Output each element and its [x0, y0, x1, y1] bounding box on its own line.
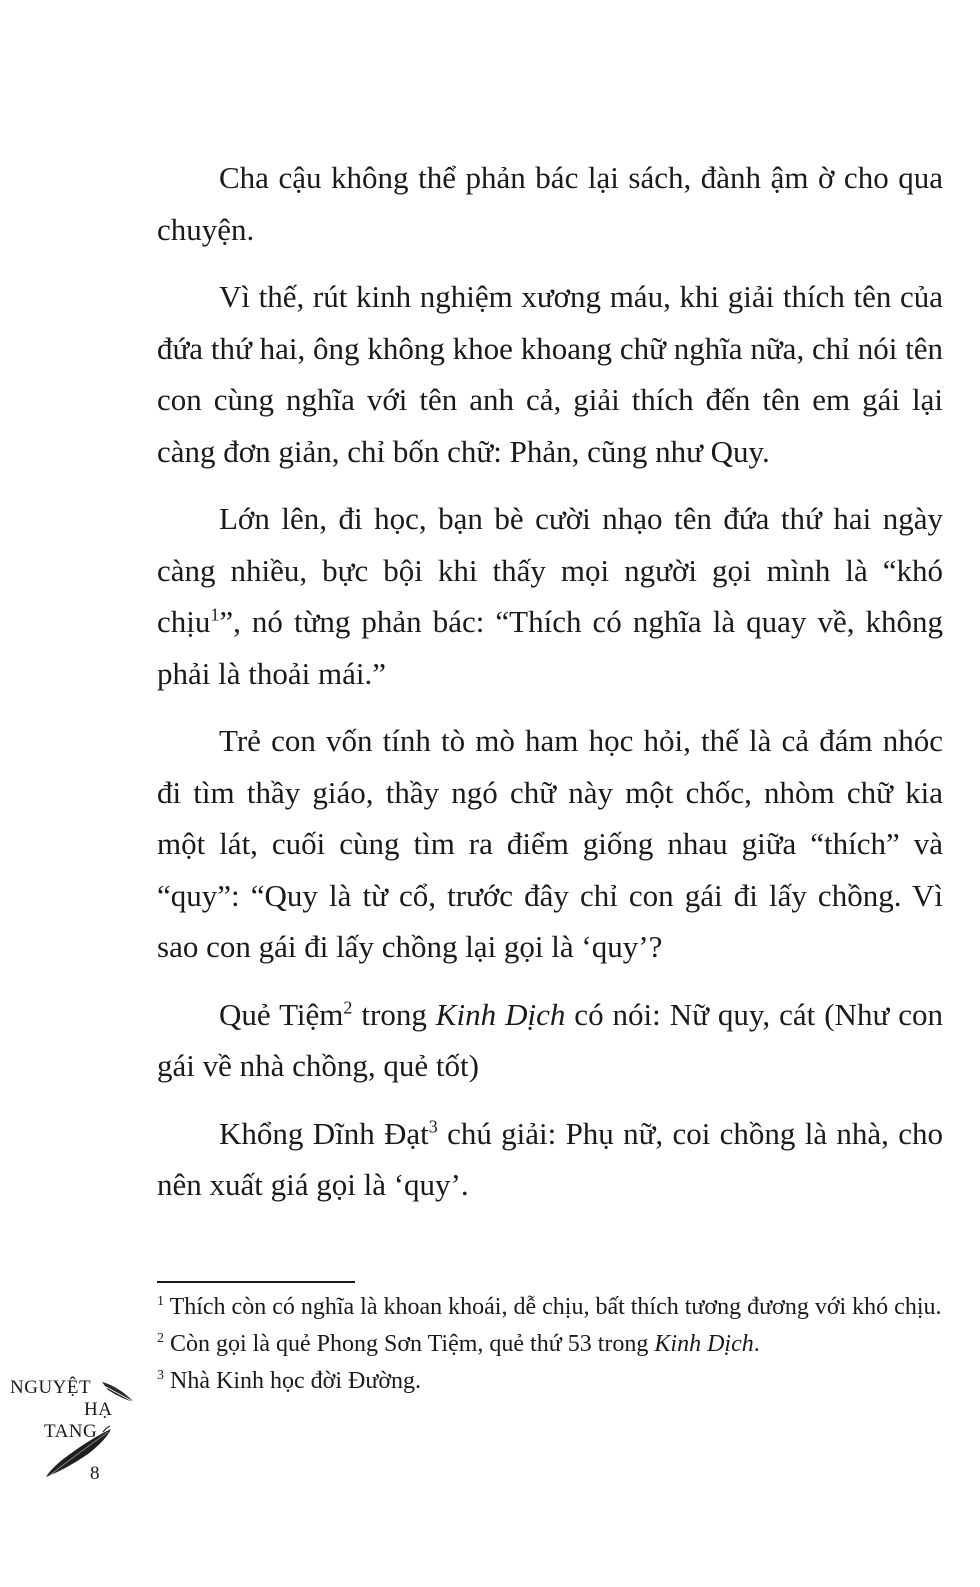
body-text — [157, 152, 943, 1227]
brand-word-tang: TANG — [44, 1421, 98, 1442]
footnote-1 — [157, 1291, 943, 1323]
footnote-ref-3[interactable]: 3 — [428, 1116, 438, 1137]
footnote-3 — [157, 1365, 943, 1397]
paragraph-5-text-c: có nói: Nữ quy, cát (Như con gái về nhà chồng, quẻ tốt) — [157, 996, 943, 1083]
publisher-brand — [10, 1372, 140, 1487]
page-number: 8 — [90, 1463, 100, 1484]
footnote-ref-2[interactable]: 2 — [343, 997, 353, 1018]
footnote-num-2: 2 — [157, 1331, 164, 1346]
footnote-2 — [157, 1328, 943, 1360]
paragraph-3 — [157, 493, 943, 699]
paragraph-5 — [157, 989, 943, 1092]
leaf-icon — [10, 1372, 140, 1487]
brand-word-ha: HẠ — [84, 1399, 113, 1420]
brand-word-nguyet: NGUYỆT — [10, 1377, 92, 1398]
paragraph-5-text-b: trong — [352, 996, 436, 1032]
paragraph-4: Trẻ con vốn tính tò mò ham học hỏi, thế là cả đám nhóc đi tìm thầy giáo, thầy ngó chữ này một chốc, nhòm chữ kia một lát, cuối cùng tìm ra điểm giống nhau giữa “thích” và “quy”: “Quy là từ cổ, trước đây chỉ con gái đi lấy chồng. Vì sao con gái đi lấy chồng lại gọi là ‘quy’? — [157, 723, 943, 964]
paragraph-6-text-a: Khổng Dĩnh Đạt — [219, 1115, 429, 1151]
paragraph-5-text-a: Quẻ Tiệm — [219, 996, 344, 1032]
footnote-divider — [157, 1281, 355, 1283]
paragraph-3-text-a: Lớn lên, đi học, bạn bè cười nhạo tên đứa thứ hai ngày càng nhiều, bực bội khi thấy mọi người gọi mình là “khó chịu — [157, 501, 943, 639]
footnote-1-text: Thích còn có nghĩa là khoan khoái, dễ chịu, bất thích tương đương với khó chịu. — [164, 1294, 942, 1320]
paragraph-6-text-b: chú giải: Phụ nữ, coi chồng là nhà, cho nên xuất giá gọi là ‘quy’. — [157, 1115, 944, 1202]
footnote-num-3: 3 — [157, 1368, 164, 1383]
paragraph-3-text-b: ”, nó từng phản bác: “Thích có nghĩa là quay về, không phải là thoải mái.” — [157, 604, 943, 691]
footnote-2-text: Còn gọi là quẻ Phong Sơn Tiệm, quẻ thứ 53 trong — [164, 1331, 655, 1357]
footnote-ref-1[interactable]: 1 — [210, 604, 220, 625]
footnote-2-italic: Kinh Dịch — [654, 1331, 754, 1357]
footnotes — [157, 1291, 943, 1402]
footnote-2-end: . — [753, 1331, 760, 1357]
book-title-kinh-dich: Kinh Dịch — [435, 996, 566, 1032]
footnote-3-text: Nhà Kinh học đời Đường. — [164, 1368, 422, 1394]
paragraph-6 — [157, 1108, 943, 1211]
paragraph-1: Cha cậu không thể phản bác lại sách, đành ậm ờ cho qua chuyện. — [157, 160, 943, 247]
paragraph-2: Vì thế, rút kinh nghiệm xương máu, khi giải thích tên của đứa thứ hai, ông không khoe khoang chữ nghĩa nữa, chỉ nói tên con cùng nghĩa với tên anh cả, giải thích đến tên em gái lại càng đơn giản, chỉ bốn chữ: Phản, cũng như Quy. — [157, 279, 943, 469]
footnote-num-1: 1 — [157, 1294, 164, 1309]
